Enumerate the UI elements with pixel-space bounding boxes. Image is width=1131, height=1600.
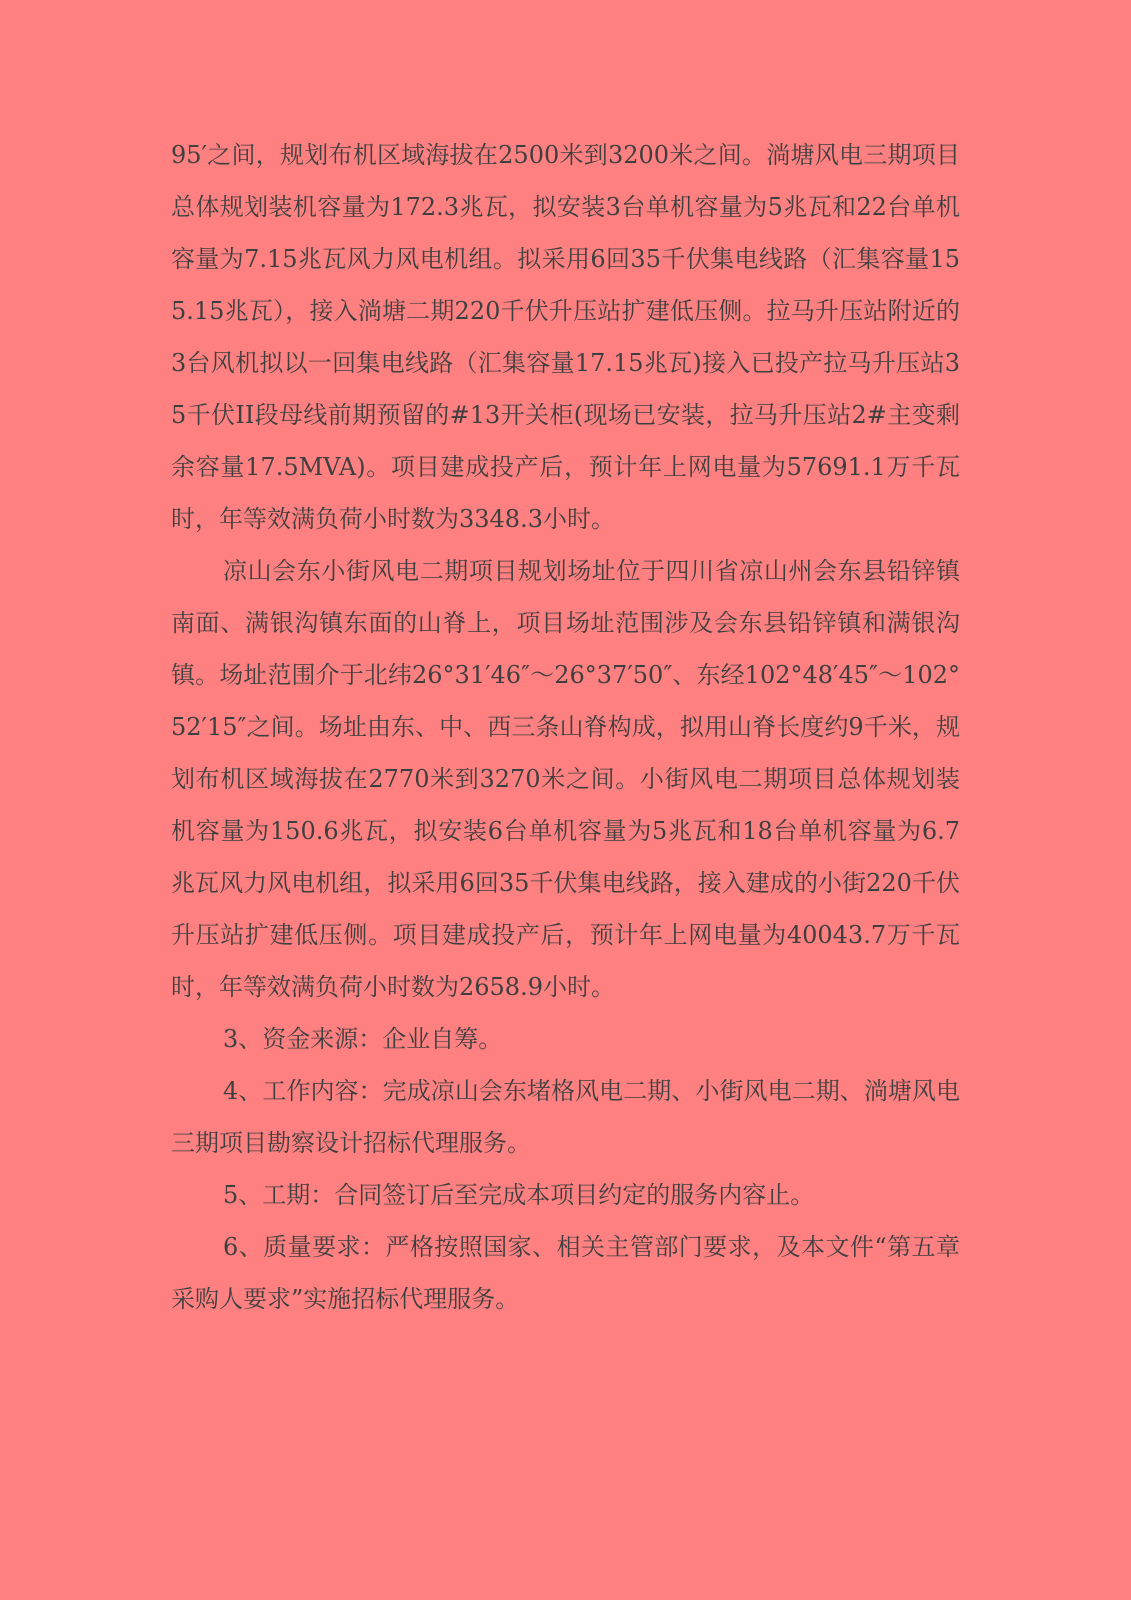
paragraph-work-content: 4、工作内容：完成凉山会东堵格风电二期、小街风电二期、淌塘风电三期项目勘察设计招标代理服务。 — [171, 1077, 960, 1157]
document-body — [171, 129, 960, 1325]
paragraph-funding-source: 3、资金来源：企业自筹。 — [223, 1025, 503, 1053]
paragraph-tangtang-phase3: 95′之间，规划布机区域海拔在2500米到3200米之间。淌塘风电三期项目总体规划装机容量为172.3兆瓦，拟安装3台单机容量为5兆瓦和22台单机容量为7.15兆瓦风力风电机组。拟采用6回35千伏集电线路（汇集容量155.15兆瓦），接入淌塘二期220千伏升压站扩建低压侧。拉马升压站附近的3台风机拟以一回集电线路（汇集容量17.15兆瓦)接入已投产拉马升压站35千伏II段母线前期预留的#13开关柜(现场已安装，拉马升压站2#主变剩余容量17.5MVA)。项目建成投产后，预计年上网电量为57691.1万千瓦时，年等效满负荷小时数为3348.3小时。 — [171, 141, 960, 533]
paragraph-xiaojie-phase2: 凉山会东小街风电二期项目规划场址位于四川省凉山州会东县铅锌镇南面、满银沟镇东面的山脊上，项目场址范围涉及会东县铅锌镇和满银沟镇。场址范围介于北纬26°31′46″～26°37′50″、东经102°48′45″～102°52′15″之间。场址由东、中、西三条山脊构成，拟用山脊长度约9千米，规划布机区域海拔在2770米到3270米之间。小街风电二期项目总体规划装机容量为150.6兆瓦，拟安装6台单机容量为5兆瓦和18台单机容量为6.7兆瓦风力风电机组，拟采用6回35千伏集电线路，接入建成的小街220千伏升压站扩建低压侧。项目建成投产后，预计年上网电量为40043.7万千瓦时，年等效满负荷小时数为2658.9小时。 — [171, 557, 960, 1001]
paragraph-quality-requirements: 6、质量要求：严格按照国家、相关主管部门要求，及本文件“第五章 采购人要求”实施招标代理服务。 — [171, 1233, 960, 1313]
paragraph-schedule: 5、工期：合同签订后至完成本项目约定的服务内容止。 — [223, 1181, 815, 1209]
